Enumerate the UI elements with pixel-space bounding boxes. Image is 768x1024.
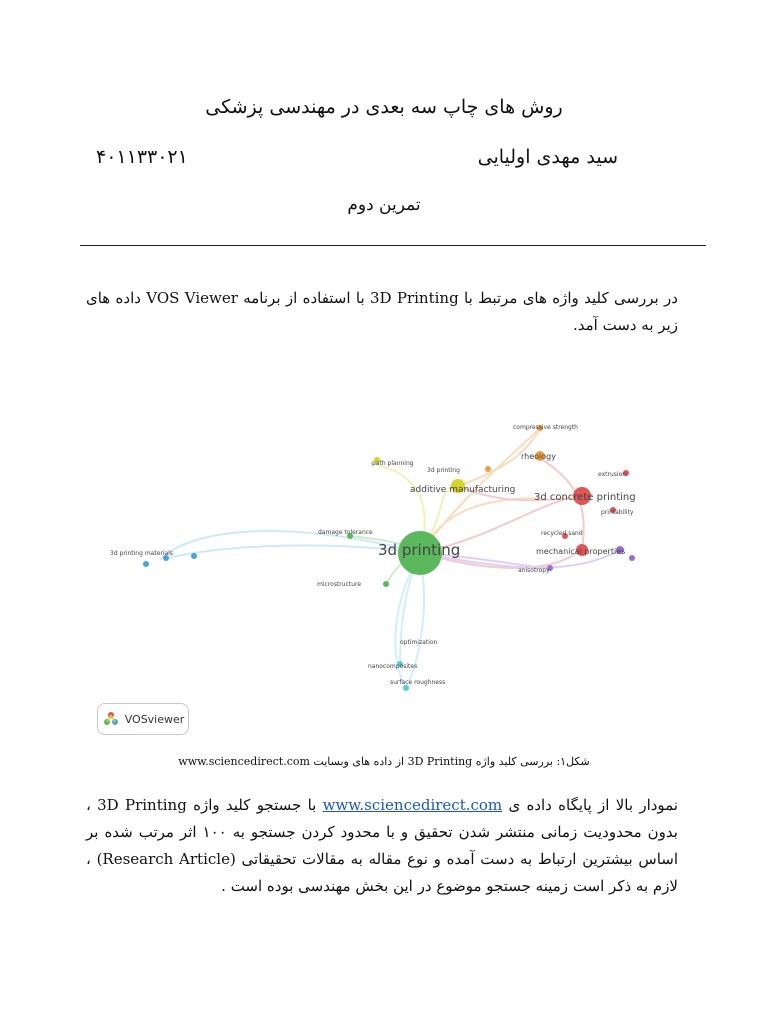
label-optimization: optimization	[400, 639, 438, 646]
node-3d-printing-small	[485, 466, 491, 472]
label-rheology: rheology	[521, 452, 556, 461]
label-printability: printability	[601, 509, 634, 516]
body-text-1: نمودار بالا از پایگاه داده ی	[502, 796, 679, 814]
label-damage-tolerance: damage tolerance	[318, 529, 373, 536]
label-mechanical-properties: mechanical properties	[536, 547, 626, 556]
label-3d-printing-materials: 3d printing materials	[110, 550, 173, 557]
body-term: 3D Printing	[97, 796, 187, 814]
figure-caption: شکل۱: بررسی کلید واژه 3D Printing از داده های وبسایت www.sciencedirect.com	[178, 755, 590, 768]
vosviewer-badge	[97, 703, 189, 735]
label-surface-roughness: surface roughness	[390, 679, 446, 686]
intro-text-2: با استفاده از برنامه	[237, 289, 370, 307]
intro-term: 3D Printing	[369, 289, 459, 307]
assignment-subtitle: تمرین دوم	[347, 195, 421, 215]
network-labels	[110, 424, 636, 686]
intro-text-3: داده های زیر به دست آمد.	[86, 289, 678, 334]
label-compressive-strength: compressive strength	[513, 424, 578, 431]
intro-program: VOS Viewer	[146, 289, 238, 307]
label-nanocomposites: nanocomposites	[368, 663, 418, 670]
label-additive-manufacturing: additive manufacturing	[410, 485, 516, 495]
label-extrusion: extrusion	[598, 471, 627, 478]
node-printing-materials-3	[191, 553, 197, 559]
body-paragraph	[86, 792, 678, 900]
author-name: سید مهدی اولیایی	[477, 146, 618, 168]
label-path-planning: path planning	[372, 460, 414, 467]
node-printing-materials-1	[143, 561, 149, 567]
label-3d-printing-small: 3d printing	[427, 467, 460, 474]
article-type: (Research Article)	[96, 850, 236, 868]
body-text-4: ، لازم به ذکر است زمینه جستجو موضوع در این بخش مهندسی بوده است .	[86, 850, 678, 895]
vosviewer-network-figure	[90, 358, 680, 746]
vosviewer-badge-text: VOSviewer	[124, 712, 185, 726]
node-purple-2	[629, 555, 635, 561]
header-divider	[80, 245, 706, 246]
body-text-2: با جستجو کلید واژه	[186, 796, 323, 814]
body-text-3: ، بدون محدودیت زمانی منتشر شدن تحقیق و با محدود کردن جستجو به ۱۰۰ اثر مرتب شده بر اساس بیشترین ارتباط به دست آمده و نوع مقاله به مقالات تحقیقاتی	[86, 796, 679, 868]
label-3d-concrete-printing: 3d concrete printing	[534, 492, 636, 503]
sciencedirect-link[interactable]: www.sciencedirect.com	[322, 796, 503, 814]
student-id: ۴۰۱۱۳۳۰۲۱	[96, 146, 188, 168]
vosviewer-logo-icon	[102, 711, 120, 727]
label-recycled-sand: recycled sand	[541, 530, 583, 537]
label-3d-printing: 3d printing	[378, 541, 461, 559]
label-microstructure: microstructure	[317, 581, 362, 588]
node-microstructure	[383, 581, 389, 587]
intro-text-1: در بررسی کلید واژه های مرتبط با	[458, 289, 678, 307]
document-title: روش های چاپ سه بعدی در مهندسی پزشکی	[205, 96, 563, 118]
intro-paragraph	[86, 285, 678, 339]
label-anisotropy: anisotropy	[518, 567, 550, 574]
